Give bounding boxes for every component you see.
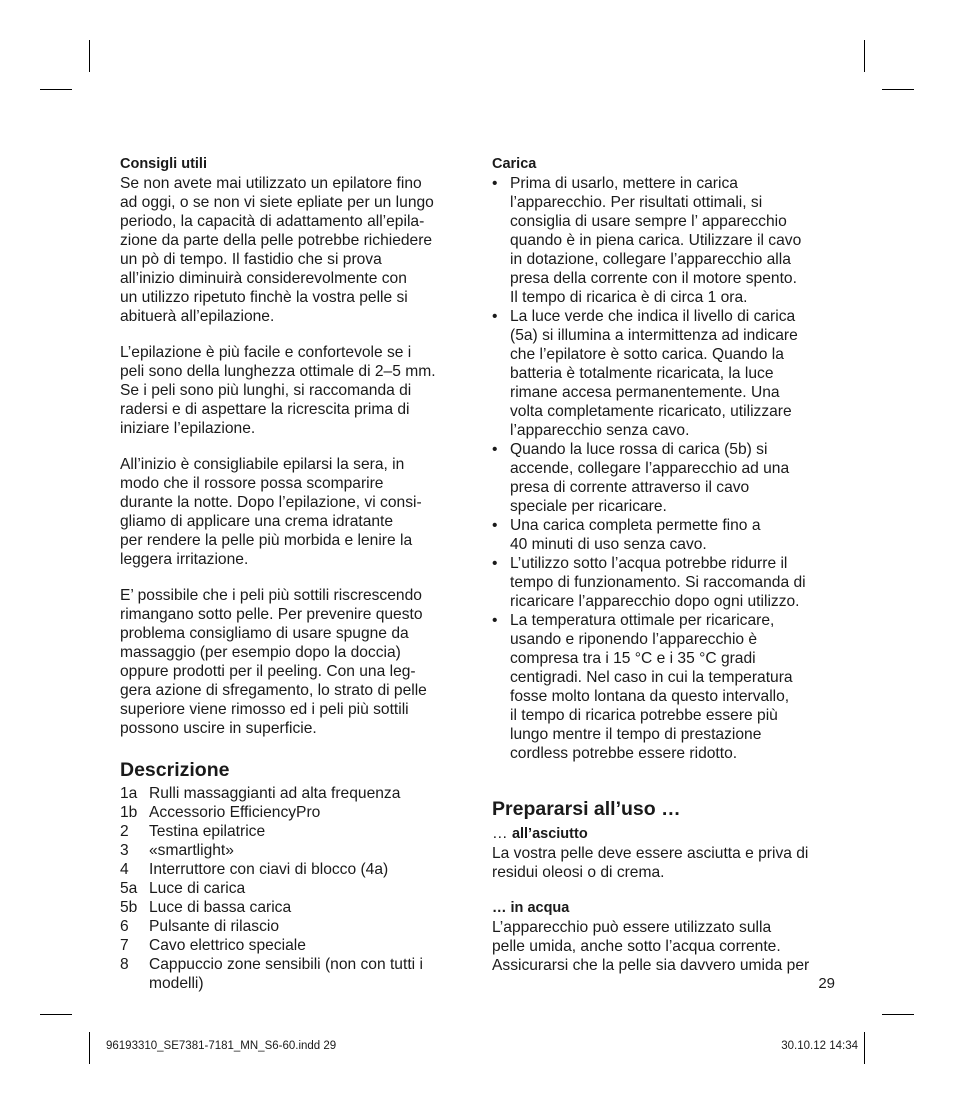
item-number: 2 <box>120 823 129 840</box>
list-item <box>120 936 470 955</box>
tips-paragraph-1: Se non avete mai utilizzato un epilatore fino ad oggi, o se non vi siete epliate per un lungo periodo, la capacità di adattamento all’epila- zione da parte della pelle potrebbe richiedere un pò di tempo. Il fastidio che si prova all’inizio diminuirà considerevolmente con un utilizzo ripetuto finchè la vostra pelle si abituerà all’epilazione. <box>120 175 434 325</box>
item-text: Pulsante di rilascio <box>149 918 280 935</box>
item-number: 8 <box>120 956 129 973</box>
item-number: 6 <box>120 918 129 935</box>
footer-file-info: 96193310_SE7381-7181_MN_S6-60.indd 29 <box>106 1040 337 1052</box>
bullet-icon: • <box>492 555 498 572</box>
list-item <box>120 784 470 803</box>
dry-prefix: … <box>492 825 512 842</box>
crop-mark-bottom-right-v <box>864 1032 865 1064</box>
item-number: 7 <box>120 937 129 954</box>
list-item <box>120 841 470 860</box>
item-text: Interruttore con ciavi di blocco (4a) <box>149 861 389 878</box>
right-column <box>492 155 844 975</box>
item-number: 5b <box>120 899 138 916</box>
prepare-heading: Prepararsi all’uso … <box>492 798 681 820</box>
list-item <box>120 803 470 822</box>
crop-mark-top-left-h <box>40 89 72 90</box>
crop-mark-top-left-v <box>89 40 90 72</box>
left-column <box>120 155 470 993</box>
description-heading: Descrizione <box>120 759 230 781</box>
list-item <box>492 516 844 554</box>
list-item <box>120 898 470 917</box>
item-number: 1a <box>120 785 138 802</box>
item-number: 3 <box>120 842 129 859</box>
dry-heading: all’asciutto <box>511 826 588 842</box>
bullet-text: La luce verde che indica il livello di carica (5a) si illumina a intermittenza ad indicare che l’epilatore è sotto carica. Quando la batteria è totalmente ricaricata, la luce rimane accesa permanentemente. Una volta completamente ricaricato, utilizzare l’apparecchio senza cavo. <box>510 308 798 439</box>
list-item <box>492 174 844 307</box>
bullet-icon: • <box>492 441 498 458</box>
list-item <box>120 917 470 936</box>
description-list <box>120 784 470 993</box>
crop-mark-bottom-left-v <box>89 1032 90 1064</box>
bullet-icon: • <box>492 175 498 192</box>
item-text: Accessorio EfficiencyPro <box>149 804 321 821</box>
bullet-text: Una carica completa permette fino a 40 minuti di uso senza cavo. <box>510 517 761 553</box>
item-number: 4 <box>120 861 129 878</box>
list-item <box>492 554 844 611</box>
bullet-text: L’utilizzo sotto l’acqua potrebbe ridurre il tempo di funzionamento. Si raccomanda di ricaricare l’apparecchio dopo ogni utilizzo. <box>510 555 806 610</box>
charging-heading: Carica <box>492 156 537 172</box>
item-text: Testina epilatrice <box>149 823 266 840</box>
list-item <box>120 860 470 879</box>
item-text: Cavo elettrico speciale <box>149 937 306 954</box>
list-item <box>120 879 470 898</box>
item-number: 5a <box>120 880 138 897</box>
dry-text: La vostra pelle deve essere asciutta e priva di residui oleosi o di crema. <box>492 845 809 881</box>
dry-subheading <box>492 824 844 844</box>
bullet-icon: • <box>492 308 498 325</box>
list-item <box>492 440 844 516</box>
list-item <box>492 307 844 440</box>
item-text: «smartlight» <box>149 842 234 859</box>
bullet-text: La temperatura ottimale per ricaricare, usando e riponendo l’apparecchio è compresa tra i 15 °C e i 35 °C gradi centigradi. Nel caso in cui la temperatura fosse molto lontana da questo intervallo, il tempo di ricarica potrebbe essere più lungo mentre il tempo di prestazione cordless potrebbe essere ridotto. <box>510 612 793 762</box>
bullet-text: Prima di usarlo, mettere in carica l’apparecchio. Per risultati ottimali, si consiglia di usare sempre l’ apparecchio quando è in piena carica. Utilizzare il cavo in dotazione, collegare l’apparecchio alla presa della corrente con il motore spento. Il tempo di ricarica è di circa 1 ora. <box>510 175 802 306</box>
list-item <box>120 822 470 841</box>
charging-bullet-list <box>492 174 844 763</box>
crop-mark-bottom-left-h <box>40 1014 72 1015</box>
item-text: Luce di carica <box>149 880 246 897</box>
wet-text: L’apparecchio può essere utilizzato sulla pelle umida, anche sotto l’acqua corrente. Assicurarsi che la pelle sia davvero umida per <box>492 919 810 974</box>
crop-mark-bottom-right-h <box>882 1014 914 1015</box>
tips-heading: Consigli utili <box>120 156 207 172</box>
tips-paragraph-4: E’ possibile che i peli più sottili riscrescendo rimangano sotto pelle. Per prevenire questo problema consigliamo di usare spugne da massaggio (per esempio dopo la doccia) oppure prodotti per il peeling. Con una leg- gera azione di sfregamento, lo strato di pelle superiore viene rimosso ed i peli più sottili possono uscire in superficie. <box>120 587 427 737</box>
item-number: 1b <box>120 804 138 821</box>
item-text: Rulli massaggianti ad alta frequenza <box>149 785 401 802</box>
item-text: Luce di bassa carica <box>149 899 292 916</box>
bullet-icon: • <box>492 612 498 629</box>
bullet-icon: • <box>492 517 498 534</box>
tips-paragraph-2: L’epilazione è più facile e confortevole se i peli sono della lunghezza ottimale di 2–5 mm. Se i peli sono più lunghi, si raccomanda di radersi e di aspettare la ricrescita prima di iniziare l’epilazione. <box>120 344 436 437</box>
crop-mark-top-right-h <box>882 89 914 90</box>
footer-date-time: 30.10.12 14:34 <box>781 1040 858 1052</box>
page-number: 29 <box>818 975 835 992</box>
bullet-text: Quando la luce rossa di carica (5b) si accende, collegare l’apparecchio ad una presa di corrente attraverso il cavo speciale per ricaricare. <box>510 441 790 515</box>
crop-mark-top-right-v <box>864 40 865 72</box>
wet-heading: … in acqua <box>492 900 570 916</box>
tips-paragraph-3: All’inizio è consigliabile epilarsi la sera, in modo che il rossore possa scomparire durante la notte. Dopo l’epilazione, vi consi- gliamo di applicare una crema idratante per rendere la pelle più morbida e lenire la leggera irritazione. <box>120 456 422 568</box>
item-text: Cappuccio zone sensibili (non con tutti i modelli) <box>149 956 423 992</box>
list-item <box>120 955 470 993</box>
list-item <box>492 611 844 763</box>
